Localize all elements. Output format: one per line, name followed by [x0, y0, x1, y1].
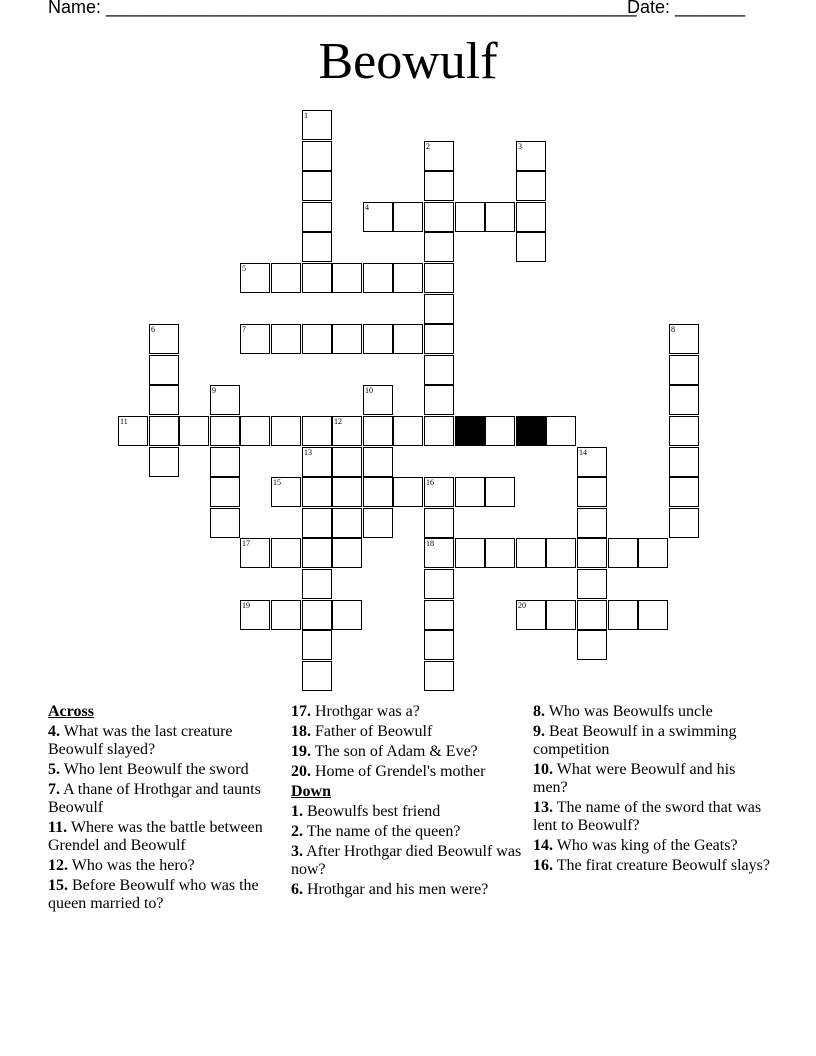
grid-cell[interactable] — [577, 569, 607, 599]
clue-text: Home of Grendel's mother — [311, 763, 486, 780]
clue-number: 6 — [151, 325, 155, 334]
clue-text: What was the last creature Beowulf slayed? — [48, 723, 233, 758]
clue-item — [291, 843, 526, 879]
clue-text: Who was the hero? — [68, 857, 195, 874]
grid-cell[interactable] — [210, 416, 240, 446]
grid-cell[interactable] — [455, 202, 485, 232]
clue-number: 19 — [242, 601, 250, 610]
grid-cell[interactable] — [485, 416, 515, 446]
clue-number: 8 — [671, 325, 675, 334]
grid-cell[interactable] — [546, 416, 576, 446]
clue-number-label: 6. — [291, 881, 303, 898]
clue-text: Before Beowulf who was the queen married to? — [48, 877, 259, 912]
grid-cell[interactable] — [271, 324, 301, 354]
clue-number: 20 — [518, 601, 526, 610]
grid-cell[interactable] — [302, 447, 332, 477]
grid-cell[interactable] — [302, 416, 332, 446]
grid-cell[interactable] — [577, 600, 607, 630]
grid-cell[interactable] — [363, 416, 393, 446]
clue-number-label: 20. — [291, 763, 311, 780]
grid-cell[interactable] — [271, 477, 301, 507]
page-title: Beowulf — [318, 33, 498, 90]
grid-cell[interactable] — [240, 263, 270, 293]
grid-cell[interactable] — [485, 202, 515, 232]
grid-cell[interactable] — [638, 600, 668, 630]
grid-cell[interactable] — [455, 538, 485, 568]
grid-cell[interactable] — [210, 477, 240, 507]
grid-cell[interactable] — [302, 141, 332, 171]
clue-column-1 — [48, 703, 283, 915]
grid-cell[interactable] — [424, 232, 454, 262]
grid-cell[interactable] — [393, 416, 423, 446]
clue-number-label: 3. — [291, 843, 303, 860]
grid-cell[interactable] — [210, 447, 240, 477]
grid-cell[interactable] — [516, 202, 546, 232]
clue-item — [48, 723, 283, 759]
grid-cell[interactable] — [546, 538, 576, 568]
grid-cell[interactable] — [669, 416, 699, 446]
clue-item — [291, 743, 526, 761]
grid-cell[interactable] — [302, 508, 332, 538]
grid-cell[interactable] — [455, 477, 485, 507]
grid-cell[interactable] — [210, 385, 240, 415]
grid-cell[interactable] — [669, 324, 699, 354]
grid-cell[interactable] — [577, 508, 607, 538]
clue-number-label: 11. — [48, 819, 68, 836]
clue-number-label: 17. — [291, 703, 311, 720]
name-field-label: Name: _____________________________________________________ — [48, 0, 637, 17]
grid-cell[interactable] — [393, 202, 423, 232]
clue-number: 17 — [242, 539, 250, 548]
clue-item — [533, 723, 773, 759]
clue-text: The name of the queen? — [303, 823, 461, 840]
grid-cell[interactable] — [332, 416, 362, 446]
clue-number: 7 — [242, 325, 246, 334]
grid-cell[interactable] — [363, 324, 393, 354]
clue-item — [291, 823, 526, 841]
grid-cell[interactable] — [424, 385, 454, 415]
grid-cell[interactable] — [332, 477, 362, 507]
clue-item — [291, 803, 526, 821]
clue-item — [533, 703, 773, 721]
clue-item — [48, 761, 283, 779]
grid-cell[interactable] — [271, 263, 301, 293]
clue-text: The son of Adam & Eve? — [311, 743, 478, 760]
grid-cell[interactable] — [240, 324, 270, 354]
grid-cell[interactable] — [669, 447, 699, 477]
grid-cell[interactable] — [485, 477, 515, 507]
clue-item — [48, 781, 283, 817]
grid-cell[interactable] — [363, 385, 393, 415]
grid-cell[interactable] — [577, 477, 607, 507]
grid-cell[interactable] — [332, 538, 362, 568]
clue-number-label: 1. — [291, 803, 303, 820]
clue-number-label: 4. — [48, 723, 60, 740]
grid-cell[interactable] — [332, 600, 362, 630]
grid-cell[interactable] — [424, 294, 454, 324]
down-heading: Down — [291, 783, 332, 800]
grid-cell[interactable] — [516, 232, 546, 262]
grid-cell[interactable] — [332, 324, 362, 354]
grid-cell[interactable] — [302, 630, 332, 660]
clue-number: 4 — [365, 203, 369, 212]
grid-cell[interactable] — [302, 202, 332, 232]
clue-item — [48, 877, 283, 913]
grid-cell[interactable] — [363, 508, 393, 538]
grid-cell[interactable] — [302, 477, 332, 507]
grid-cell[interactable] — [149, 385, 179, 415]
grid-cell[interactable] — [363, 477, 393, 507]
clue-text: What were Beowulf and his men? — [533, 761, 736, 796]
grid-cell[interactable] — [424, 477, 454, 507]
grid-cell[interactable] — [149, 416, 179, 446]
clue-number-label: 19. — [291, 743, 311, 760]
clue-text: After Hrothgar died Beowulf was now? — [291, 843, 522, 878]
grid-cell[interactable] — [424, 538, 454, 568]
grid-cell[interactable] — [393, 263, 423, 293]
grid-cell[interactable] — [302, 110, 332, 140]
grid-cell[interactable] — [424, 355, 454, 385]
grid-cell[interactable] — [424, 263, 454, 293]
grid-cell[interactable] — [302, 171, 332, 201]
grid-cell[interactable] — [577, 447, 607, 477]
grid-cell[interactable] — [516, 171, 546, 201]
clue-number: 13 — [304, 448, 312, 457]
clue-item — [291, 881, 526, 899]
clue-number-label: 18. — [291, 723, 311, 740]
clue-item — [291, 763, 526, 781]
grid-cell[interactable] — [669, 355, 699, 385]
clue-column-3 — [533, 703, 773, 877]
grid-cell[interactable] — [577, 630, 607, 660]
grid-cell[interactable] — [363, 202, 393, 232]
clue-text: Beat Beowulf in a swimming competition — [533, 723, 737, 758]
grid-cell[interactable] — [302, 538, 332, 568]
clue-item — [533, 761, 773, 797]
clue-number: 11 — [120, 417, 128, 426]
grid-cell[interactable] — [302, 324, 332, 354]
clue-number: 18 — [426, 539, 434, 548]
clue-number-label: 15. — [48, 877, 68, 894]
clue-number-label: 9. — [533, 723, 545, 740]
clue-number-label: 13. — [533, 799, 553, 816]
grid-cell[interactable] — [608, 538, 638, 568]
clue-item — [48, 857, 283, 875]
grid-cell[interactable] — [302, 232, 332, 262]
clue-item — [291, 703, 526, 721]
grid-cell[interactable] — [149, 324, 179, 354]
grid-cell[interactable] — [669, 508, 699, 538]
clue-number: 14 — [579, 448, 587, 457]
clue-number: 2 — [426, 142, 430, 151]
clue-text: Who lent Beowulf the sword — [60, 761, 249, 778]
clue-number-label: 5. — [48, 761, 60, 778]
clue-number: 9 — [212, 386, 216, 395]
grid-cell[interactable] — [271, 538, 301, 568]
grid-cell[interactable] — [332, 447, 362, 477]
grid-cell[interactable] — [516, 538, 546, 568]
clue-column-2 — [291, 703, 526, 901]
grid-cell[interactable] — [363, 263, 393, 293]
grid-cell[interactable] — [271, 416, 301, 446]
clue-number: 15 — [273, 478, 281, 487]
grid-cell[interactable] — [485, 538, 515, 568]
grid-cell[interactable] — [393, 477, 423, 507]
grid-cell[interactable] — [179, 416, 209, 446]
grid-cell[interactable] — [516, 141, 546, 171]
grid-cell[interactable] — [424, 569, 454, 599]
clue-item — [533, 837, 773, 855]
grid-cell[interactable] — [393, 324, 423, 354]
clue-number-label: 2. — [291, 823, 303, 840]
grid-cell[interactable] — [118, 416, 148, 446]
grid-cell[interactable] — [332, 263, 362, 293]
grid-cell[interactable] — [424, 324, 454, 354]
grid-cell[interactable] — [302, 569, 332, 599]
clue-text: Hrothgar and his men were? — [303, 881, 489, 898]
clue-number: 3 — [518, 142, 522, 151]
clue-text: The name of the sword that was lent to Beowulf? — [533, 799, 762, 834]
clue-number: 12 — [334, 417, 342, 426]
clue-text: Father of Beowulf — [311, 723, 433, 740]
grid-cell[interactable] — [302, 661, 332, 691]
clue-text: Who was Beowulfs uncle — [545, 703, 713, 720]
clue-text: Where was the battle between Grendel and Beowulf — [48, 819, 263, 854]
grid-cell[interactable] — [210, 508, 240, 538]
grid-cell[interactable] — [608, 600, 638, 630]
clue-text: Beowulfs best friend — [303, 803, 441, 820]
clue-number-label: 12. — [48, 857, 68, 874]
grid-cell[interactable] — [302, 263, 332, 293]
clue-number: 1 — [304, 111, 308, 120]
clue-number: 10 — [365, 386, 373, 395]
black-square — [455, 416, 485, 446]
grid-cell[interactable] — [363, 447, 393, 477]
grid-cell[interactable] — [424, 171, 454, 201]
grid-cell[interactable] — [577, 538, 607, 568]
clue-item — [533, 857, 773, 875]
clue-number: 16 — [426, 478, 434, 487]
grid-cell[interactable] — [332, 508, 362, 538]
grid-cell[interactable] — [424, 508, 454, 538]
grid-cell[interactable] — [149, 355, 179, 385]
across-heading: Across — [48, 703, 94, 720]
clue-text: Hrothgar was a? — [311, 703, 420, 720]
grid-cell[interactable] — [424, 661, 454, 691]
clue-text: Who was king of the Geats? — [553, 837, 738, 854]
grid-cell[interactable] — [240, 538, 270, 568]
clue-number-label: 7. — [48, 781, 60, 798]
clue-item — [291, 723, 526, 741]
grid-cell[interactable] — [240, 600, 270, 630]
grid-cell[interactable] — [240, 416, 270, 446]
grid-cell[interactable] — [149, 447, 179, 477]
grid-cell[interactable] — [669, 477, 699, 507]
grid-cell[interactable] — [638, 538, 668, 568]
clue-item — [533, 799, 773, 835]
grid-cell[interactable] — [424, 600, 454, 630]
clue-number-label: 14. — [533, 837, 553, 854]
grid-cell[interactable] — [516, 600, 546, 630]
grid-cell[interactable] — [669, 385, 699, 415]
grid-cell[interactable] — [302, 600, 332, 630]
date-field-label: Date: _______ — [627, 0, 746, 17]
grid-cell[interactable] — [271, 600, 301, 630]
clue-number: 5 — [242, 264, 246, 273]
grid-cell[interactable] — [546, 600, 576, 630]
clue-item — [48, 819, 283, 855]
clue-text: A thane of Hrothgar and taunts Beowulf — [48, 781, 261, 816]
grid-cell[interactable] — [424, 202, 454, 232]
black-square — [516, 416, 546, 446]
grid-cell[interactable] — [424, 141, 454, 171]
clue-number-label: 8. — [533, 703, 545, 720]
grid-cell[interactable] — [424, 416, 454, 446]
clue-number-label: 16. — [533, 857, 553, 874]
grid-cell[interactable] — [424, 630, 454, 660]
clue-text: The firat creature Beowulf slays? — [553, 857, 770, 874]
clue-number-label: 10. — [533, 761, 553, 778]
